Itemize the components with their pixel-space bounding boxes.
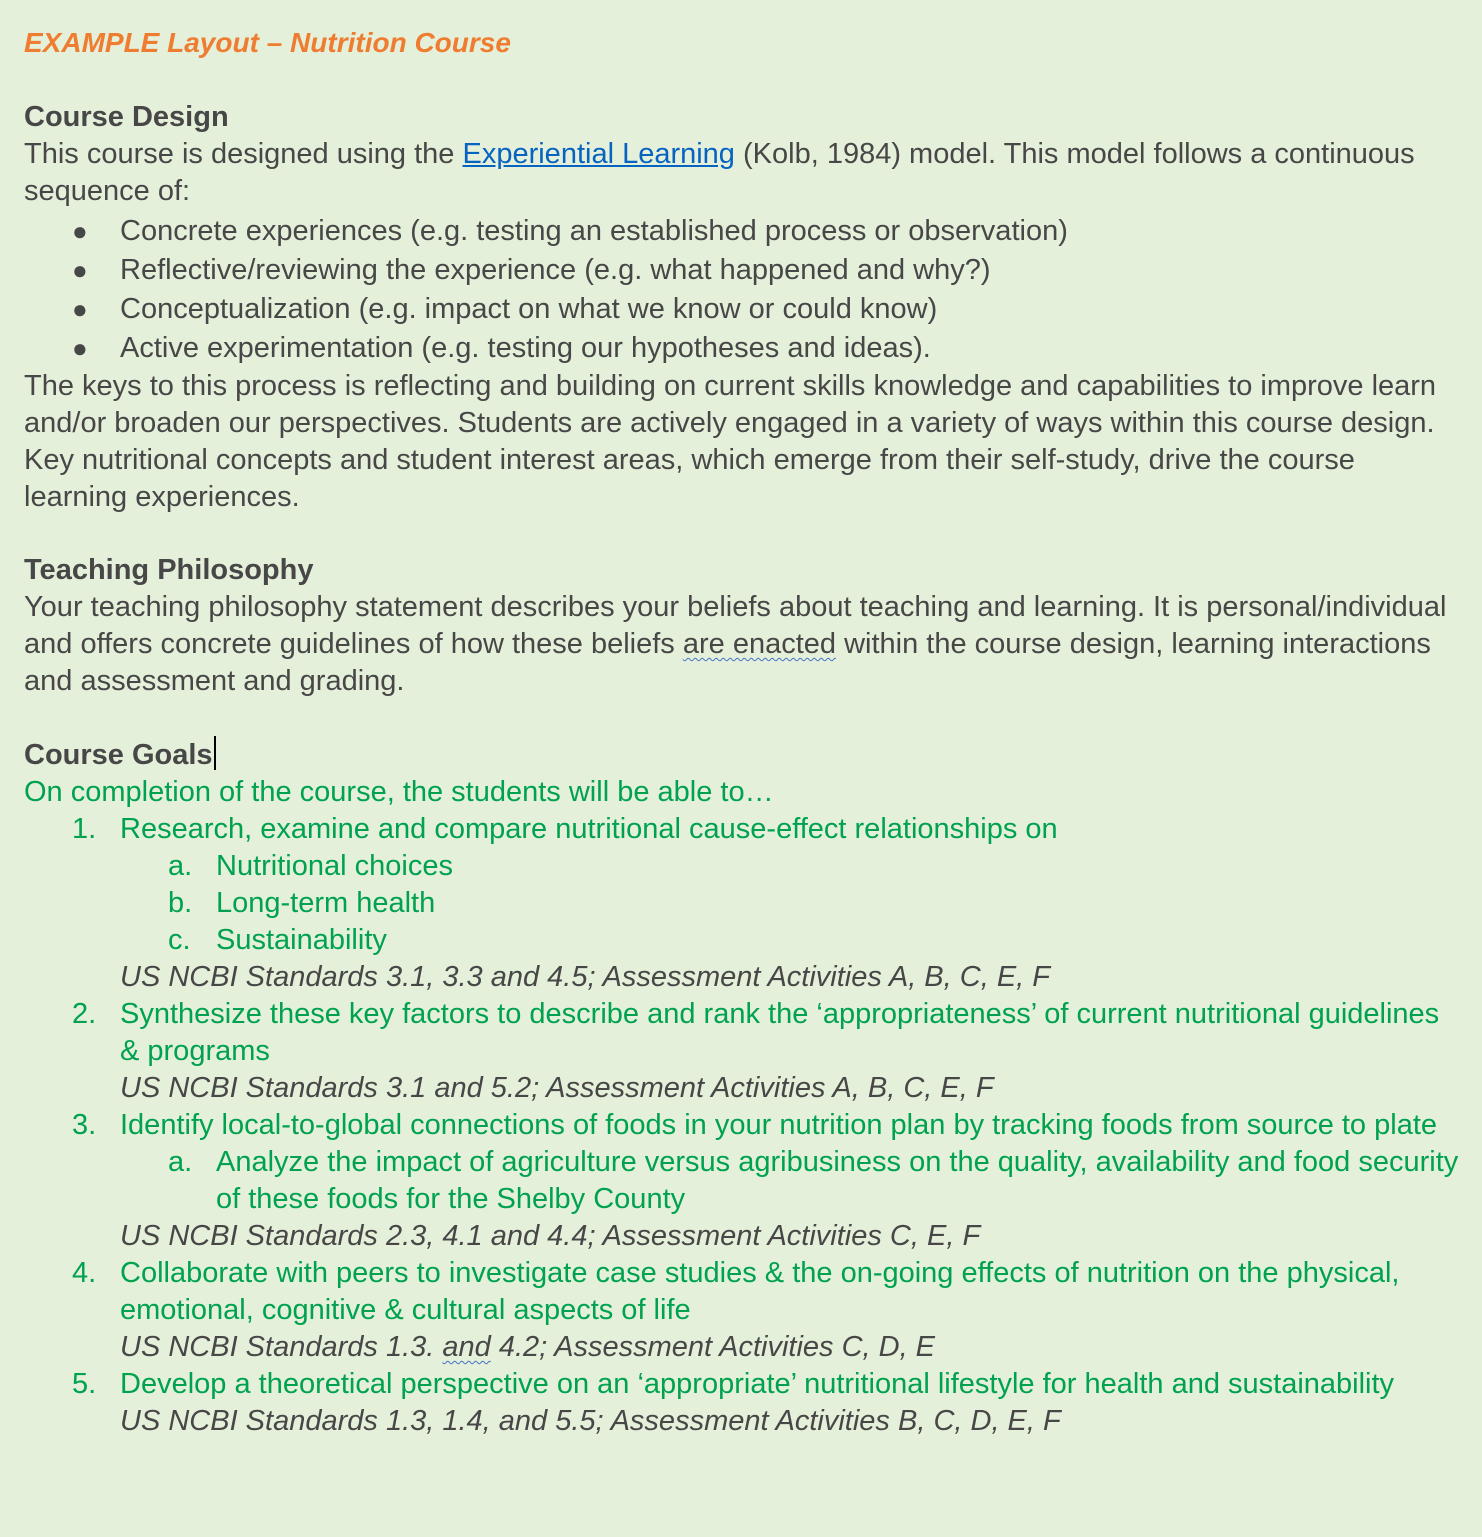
list-item	[24, 329, 1462, 368]
goal-1-sub-b	[24, 885, 1462, 922]
goal-2-standards: US NCBI Standards 3.1 and 5.2; Assessment Activities A, B, C, E, F	[120, 1072, 994, 1104]
goal-item-5	[24, 1366, 1462, 1403]
sub-text: Nutritional choices	[216, 850, 453, 882]
goal-1-standards: US NCBI Standards 3.1, 3.3 and 4.5; Assessment Activities A, B, C, E, F	[120, 961, 1050, 993]
course-design-intro	[24, 136, 1462, 210]
list-item	[24, 212, 1462, 251]
bullet-icon: ●	[72, 294, 88, 324]
heading-course-goals	[24, 736, 1462, 774]
intro-text-before: This course is designed using the	[24, 138, 463, 170]
document-title: EXAMPLE Layout – Nutrition Course	[24, 27, 511, 58]
philosophy-text-after: within the course design, learning interactions and assessment and grading.	[24, 628, 1431, 697]
goal-number: 2.	[72, 998, 97, 1030]
bullet-icon: ●	[72, 255, 88, 285]
goal-1-sub-c	[24, 922, 1462, 959]
goal-number: 1.	[72, 813, 97, 845]
standards-text-before: US NCBI Standards 1.3.	[120, 1331, 443, 1363]
goal-item-1	[24, 811, 1462, 848]
goal-text: Identify local-to-global connections of foods in your nutrition plan by tracking foods from source to plate	[120, 1109, 1438, 1141]
goal-1-sub-a	[24, 848, 1462, 885]
list-item	[24, 290, 1462, 329]
goal-5-standards: US NCBI Standards 1.3, 1.4, and 5.5; Assessment Activities B, C, D, E, F	[120, 1405, 1061, 1437]
goal-item-2	[24, 996, 1462, 1070]
standards-text-after: 4.2; Assessment Activities C, D, E	[490, 1331, 936, 1363]
sub-text: Analyze the impact of agriculture versus agribusiness on the quality, availability and food security of these foods for the Shelby County	[216, 1146, 1459, 1215]
intro-text-after: (Kolb, 1984) model. This model follows a continuous sequence of:	[24, 138, 1415, 207]
heading-course-goals-text: Course Goals	[24, 739, 213, 771]
heading-teaching-philosophy: Teaching Philosophy	[24, 554, 314, 586]
experiential-learning-link[interactable]: Experiential Learning	[462, 138, 735, 170]
sub-letter: a.	[168, 850, 193, 882]
goal-number: 3.	[72, 1109, 97, 1141]
sub-text: Sustainability	[216, 924, 387, 956]
philosophy-text-before: Your teaching philosophy statement describes your beliefs about teaching and learning. It is personal/individual and offers concrete guidelines of how these beliefs	[24, 591, 1447, 660]
course-design-closing: The keys to this process is reflecting and building on current skills knowledge and capabilities to improve learn and/or broaden our perspectives. Students are actively engaged in a variety of ways within this course design. Key nutritional concepts and student interest areas, which emerge from their self-study, drive the course learning experiences.	[24, 370, 1437, 513]
bullet-icon: ●	[72, 216, 88, 246]
list-item-text: Active experimentation (e.g. testing our hypotheses and ideas).	[120, 332, 931, 364]
sub-letter: b.	[168, 887, 193, 919]
list-item-text: Concrete experiences (e.g. testing an established process or observation)	[120, 215, 1068, 247]
teaching-philosophy-text	[24, 589, 1462, 700]
sub-letter: c.	[168, 924, 191, 956]
text-cursor	[214, 736, 216, 770]
sub-letter: a.	[168, 1146, 193, 1178]
goal-4-standards	[24, 1329, 1462, 1366]
bullet-icon: ●	[72, 333, 88, 363]
list-item-text: Conceptualization (e.g. impact on what we know or could know)	[120, 293, 938, 325]
goal-number: 5.	[72, 1368, 97, 1400]
goal-text: Synthesize these key factors to describe and rank the ‘appropriateness’ of current nutritional guidelines & programs	[120, 998, 1440, 1067]
grammar-flagged-text[interactable]: and	[442, 1331, 491, 1363]
goal-number: 4.	[72, 1257, 97, 1289]
goal-text: Research, examine and compare nutritional cause-effect relationships on	[120, 813, 1058, 845]
goal-3-sub-a	[24, 1144, 1462, 1218]
goal-text: Develop a theoretical perspective on an ‘appropriate’ nutritional lifestyle for health and sustainability	[120, 1368, 1395, 1400]
goal-3-standards: US NCBI Standards 2.3, 4.1 and 4.4; Assessment Activities C, E, F	[120, 1220, 981, 1252]
goal-text: Collaborate with peers to investigate case studies & the on-going effects of nutrition on the physical, emotional, cognitive & cultural aspects of life	[120, 1257, 1400, 1326]
goal-item-3	[24, 1107, 1462, 1144]
grammar-flagged-text[interactable]: are enacted	[682, 628, 837, 660]
heading-course-design: Course Design	[24, 101, 229, 133]
learning-cycle-list	[24, 212, 1462, 368]
course-goals-intro: On completion of the course, the students will be able to…	[24, 776, 774, 808]
list-item-text: Reflective/reviewing the experience (e.g. what happened and why?)	[120, 254, 991, 286]
sub-text: Long-term health	[216, 887, 436, 919]
list-item	[24, 251, 1462, 290]
goal-item-4	[24, 1255, 1462, 1329]
